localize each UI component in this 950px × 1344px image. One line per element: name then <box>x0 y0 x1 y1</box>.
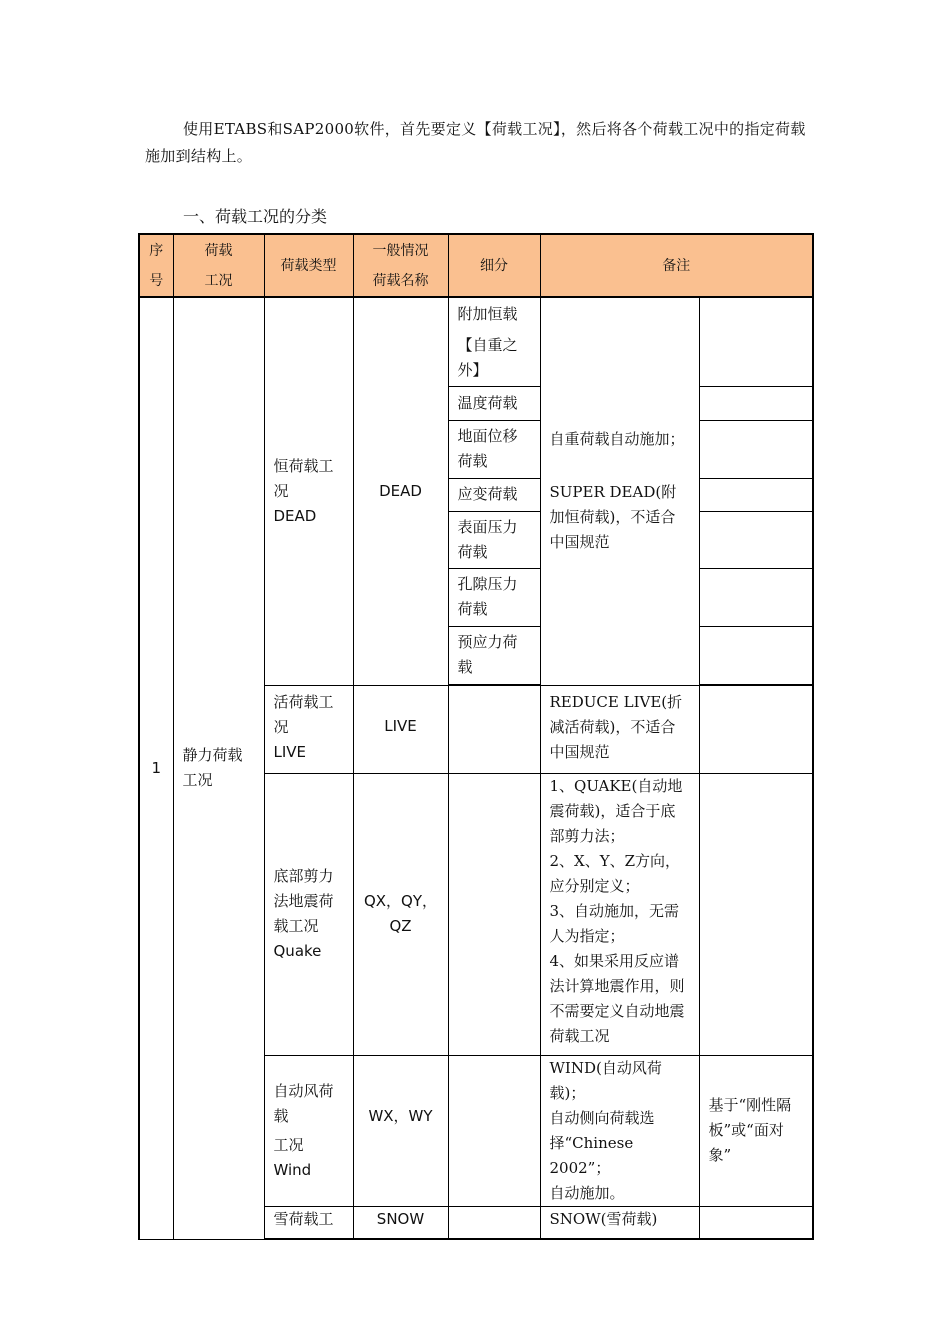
header-remarks: 备注 <box>540 234 813 297</box>
extra-cell <box>699 386 813 420</box>
quake-name-cell: QX，QY，QZ <box>353 773 448 1055</box>
extra-cell <box>699 297 813 386</box>
dead-name-cell: DEAD <box>353 297 448 685</box>
sub-cell: 预应力荷载 <box>448 626 540 684</box>
wind-note-cell: WIND(自动风荷载)； 自动侧向荷载选择“Chinese 2002”； 自动施加。 <box>540 1055 699 1206</box>
table-header-row <box>139 234 813 297</box>
load-case-table <box>138 233 814 1240</box>
snow-type-cell: 雪荷载工 <box>264 1206 353 1239</box>
extra-cell <box>699 568 813 626</box>
wind-extra-cell: 基于“刚性隔板”或“面对象” <box>699 1055 813 1206</box>
sub-cell: 表面压力荷载 <box>448 511 540 568</box>
live-note-cell: REDUCE LIVE(折减活荷载)，不适合中国规范 <box>540 685 699 773</box>
extra-cell <box>699 626 813 684</box>
snow-sub-cell <box>448 1206 540 1239</box>
header-load-case: 荷载 工况 <box>173 234 264 297</box>
table-row <box>139 297 813 386</box>
sub-cell: 温度荷载 <box>448 386 540 420</box>
extra-cell <box>699 685 813 773</box>
header-subdivision: 细分 <box>448 234 540 297</box>
dead-note-cell: 自重荷载自动施加； SUPER DEAD(附加恒荷载)，不适合中国规范 <box>540 297 699 685</box>
sub-cell: 地面位移荷载 <box>448 420 540 478</box>
seq-cell: 1 <box>139 297 173 1239</box>
sub-cell: 应变荷载 <box>448 478 540 511</box>
extra-cell <box>699 511 813 568</box>
live-sub-cell <box>448 685 540 773</box>
header-load-type: 荷载类型 <box>264 234 353 297</box>
extra-cell <box>699 773 813 1055</box>
extra-cell <box>699 420 813 478</box>
extra-cell <box>699 478 813 511</box>
wind-sub-cell <box>448 1055 540 1206</box>
live-type-cell: 活荷载工况 LIVE <box>264 685 353 773</box>
snow-name-cell: SNOW <box>353 1206 448 1239</box>
wind-name-cell: WX，WY <box>353 1055 448 1206</box>
extra-cell <box>699 1206 813 1239</box>
quake-note-cell: 1、QUAKE(自动地震荷载)，适合于底部剪力法； 2、X、Y、Z方向，应分别定义； 3、自动施加，无需人为指定； 4、如果采用反应谱法计算地震作用，则不需要定义自动地震荷载工况 <box>540 773 699 1055</box>
snow-note-cell: SNOW(雪荷载) <box>540 1206 699 1239</box>
quake-sub-cell <box>448 773 540 1055</box>
group-cell: 静力荷载工况 <box>173 297 264 1239</box>
section-heading: 一、荷载工况的分类 <box>183 207 328 226</box>
wind-type-cell: 自动风荷载 工况 Wind <box>264 1055 353 1206</box>
dead-type-cell: 恒荷载工况 DEAD <box>264 297 353 685</box>
sub-cell: 附加恒载 【自重之外】 <box>448 297 540 386</box>
intro-paragraph: 使用ETABS和SAP2000软件，首先要定义【荷载工况】，然后将各个荷载工况中的指定荷载施加到结构上。 <box>145 120 806 165</box>
live-name-cell: LIVE <box>353 685 448 773</box>
sub-cell: 孔隙压力荷载 <box>448 568 540 626</box>
header-load-name: 一般情况 荷载名称 <box>353 234 448 297</box>
header-seq: 序 号 <box>139 234 173 297</box>
quake-type-cell: 底部剪力法地震荷载工况 Quake <box>264 773 353 1055</box>
